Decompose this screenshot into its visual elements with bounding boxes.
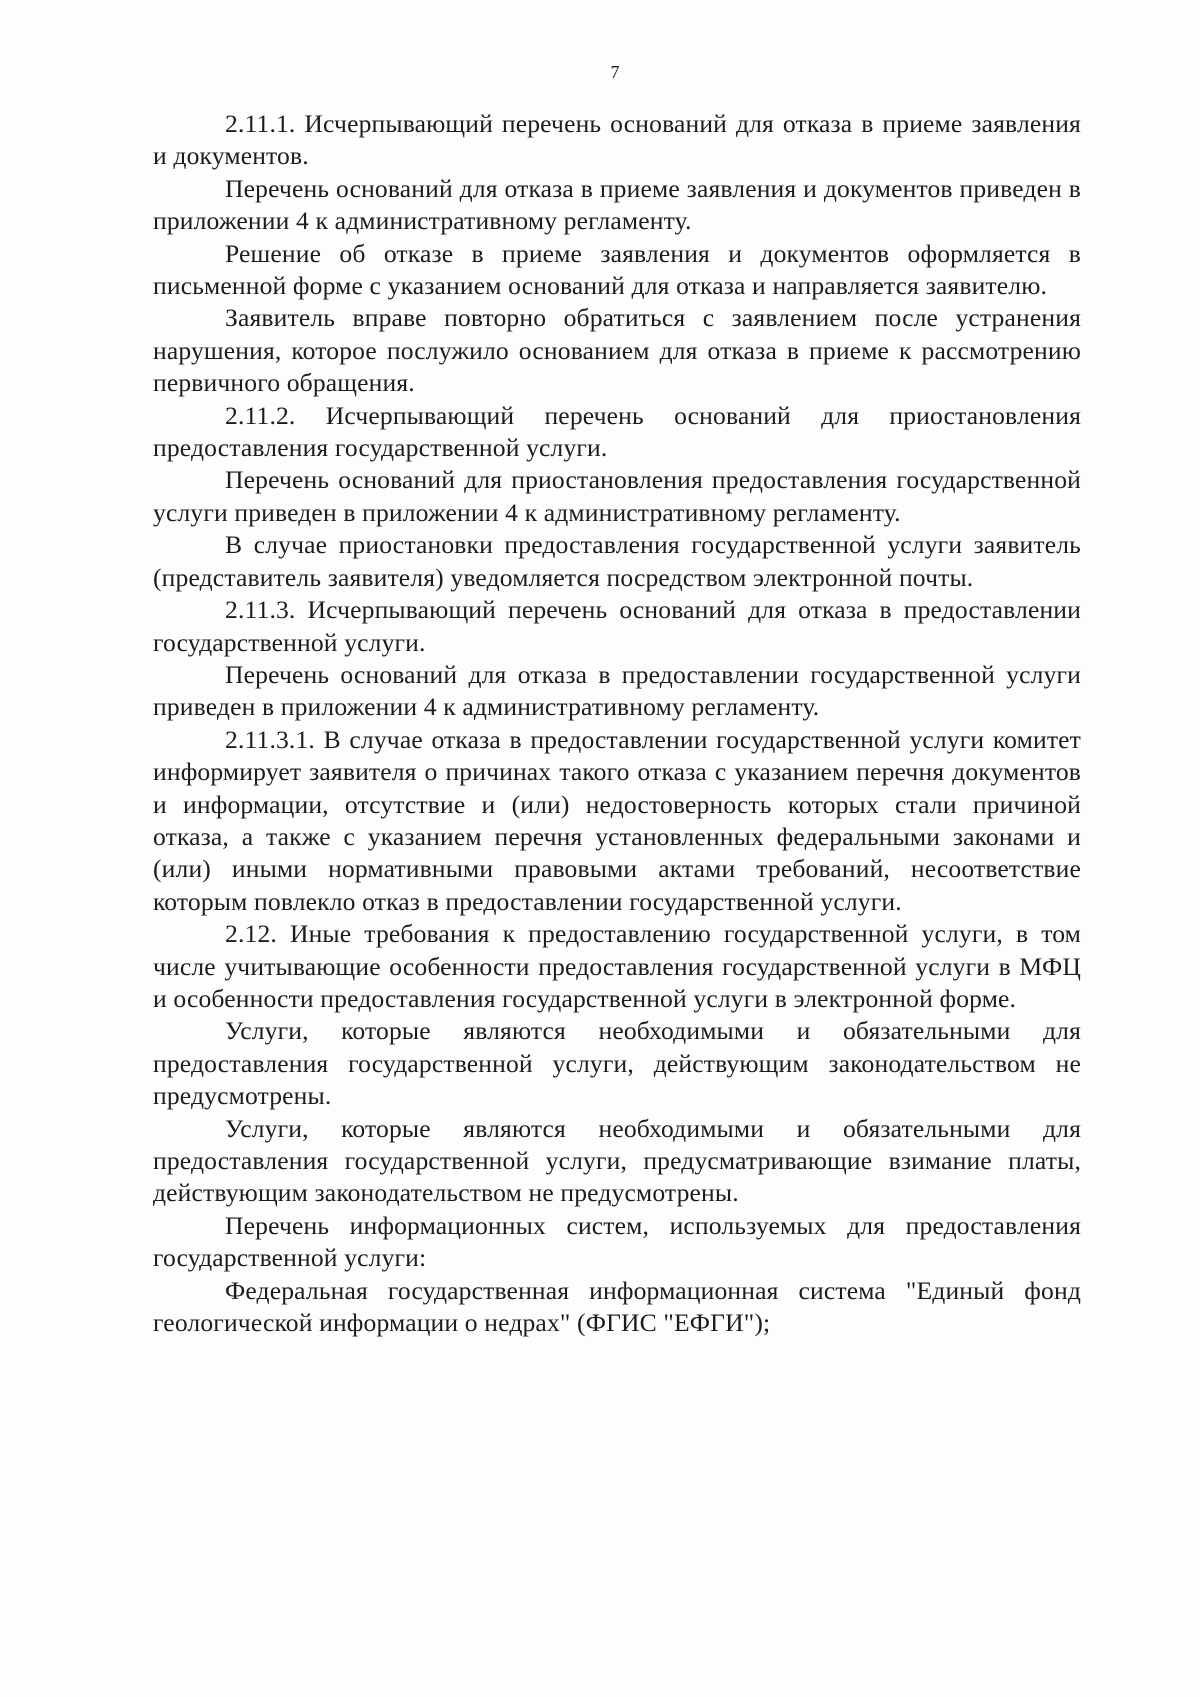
paragraph-fgis-efgi: Федеральная государственная информационная система "Единый фонд геологической информации о недрах" (ФГИС "ЕФГИ"); — [153, 1275, 1081, 1338]
paragraph-required-services: Услуги, которые являются необходимыми и обязательными для предоставления государственной услуги, действующим законодательством не предусмотрены. — [153, 1016, 1081, 1111]
paragraph-reapplication: Заявитель вправе повторно обратиться с заявлением после устранения нарушения, которое послужило основанием для отказа в приеме к рассмотрению первичного обращения. — [153, 303, 1081, 398]
paragraph-2-11-3-1: 2.11.3.1. В случае отказа в предоставлении государственной услуги комитет информирует заявителя о причинах такого отказа с указанием перечня документов и информации, отсутствие и (или) недостоверность которых стали причиной отказа, а также с указанием перечня установленных федеральными законами и (или) иными нормативными правовыми актами требований, несоответствие которым повлекло отказ в предоставлении государственной услуги. — [153, 724, 1081, 916]
document-body — [153, 108, 1081, 1339]
paragraph-refusal-grounds-list: Перечень оснований для отказа в приеме заявления и документов приведен в приложении 4 к административному регламенту. — [153, 173, 1081, 236]
paragraph-2-11-3-heading: 2.11.3. Исчерпывающий перечень оснований для отказа в предоставлении государственной услуги. — [153, 595, 1081, 657]
paragraph-2-12-heading: 2.12. Иные требования к предоставлению государственной услуги, в том числе учитывающие особенности предоставления государственной услуги в МФЦ и особенности предоставления государственной услуги в электронной форме. — [153, 919, 1081, 1013]
page-number: 7 — [610, 62, 620, 82]
paragraph-suspension-notice: В случае приостановки предоставления государственной услуги заявитель (представитель заявителя) уведомляется посредством электронной почты. — [153, 530, 1081, 592]
paragraph-suspension-grounds-list: Перечень оснований для приостановления предоставления государственной услуги приведен в приложении 4 к административному регламенту. — [153, 465, 1081, 527]
paragraph-information-systems: Перечень информационных систем, используемых для предоставления государственной услуги: — [153, 1210, 1081, 1273]
paragraph-refusal-decision: Решение об отказе в приеме заявления и документов оформляется в письменной форме с указанием оснований для отказа и направляется заявителю. — [153, 238, 1081, 301]
paragraph-paid-services: Услуги, которые являются необходимыми и обязательными для предоставления государственной услуги, предусматривающие взимание платы, действующим законодательством не предусмотрены. — [153, 1113, 1081, 1208]
paragraph-2-11-1-heading: 2.11.1. Исчерпывающий перечень оснований для отказа в приеме заявления и документов. — [153, 109, 1081, 171]
paragraph-service-refusal-list: Перечень оснований для отказа в предоставлении государственной услуги приведен в приложении 4 к административному регламенту. — [153, 659, 1081, 722]
paragraph-2-11-2-heading: 2.11.2. Исчерпывающий перечень оснований для приостановления предоставления государственной услуги. — [153, 400, 1081, 463]
